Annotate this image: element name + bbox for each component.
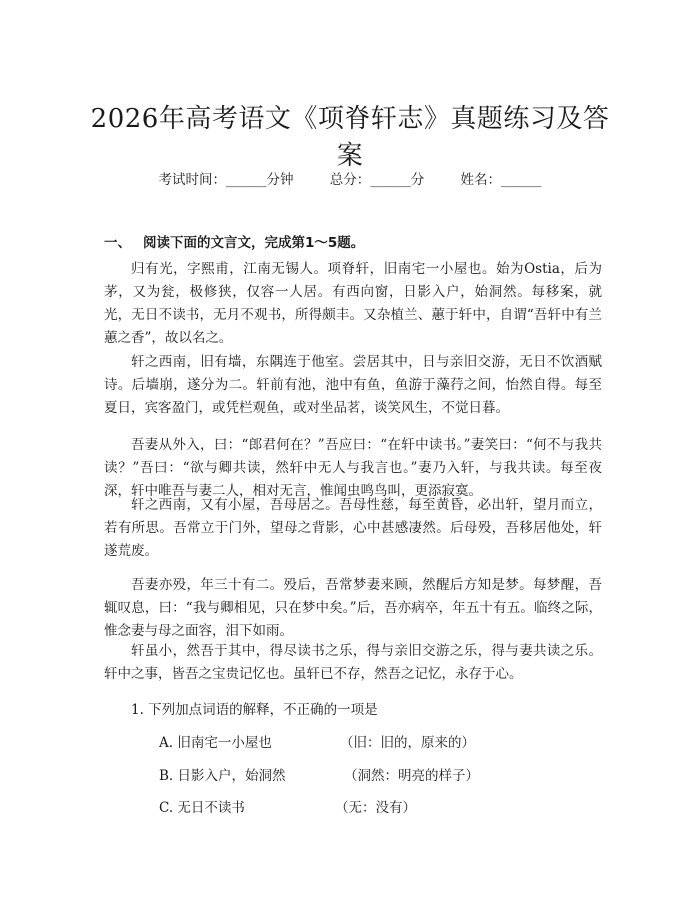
section-heading [104,231,364,251]
option-b: B. 日影入户，始洞然 [159,768,286,784]
option-a-note: （旧：旧的，原来的） [340,735,475,751]
option-a: A. 旧南宅一小屋也 [159,735,272,751]
passage-paragraph-5: 吾妻亦殁，年三十有二。殁后，吾常梦妻来顾，然醒后方知是梦。每梦醒，吾辄叹息，曰：“我与卿相见，只在梦中矣。”后，吾亦病卒，年五十有五。临终之际，惟念妻与母之面容，泪下如雨。 [104,577,602,639]
page-title: 2026年高考语文《项脊轩志》真题练习及答案 [90,104,610,172]
option-b-note: （洞然：明亮的样子） [344,768,479,784]
section-number: 一、 [104,235,131,251]
exam-time-field: 考试时间：______分钟 [158,172,294,188]
name-field: 姓名：______ [460,172,542,188]
passage-paragraph-4: 轩之西南，又有小屋，吾母居之。吾母性慈，每至黄昏，必出轩，望月而立，若有所思。吾常立于门外，望母之背影，心中甚感凄然。后母殁，吾移居他处，轩遂荒废。 [104,497,602,559]
exam-meta [0,168,700,188]
passage-paragraph-6: 轩虽小，然吾于其中，得尽读书之乐，得与亲旧交游之乐，得与妻共读之乐。轩中之事，皆吾之宝贵记忆也。虽轩已不存，然吾之记忆，永存于心。 [104,643,602,682]
passage-paragraph-1: 归有光，字熙甫，江南无锡人。项脊轩，旧南宅一小屋也。始为Ostia，后为茅，又为瓮，极修狭，仅容一人居。有西向窗，日影入户，始洞然。每移案，就光，无日不读书，无月不观书，所得颇丰。又杂植兰、蕙于轩中，自谓“吾轩中有兰蕙之香”，故以名之。 [104,261,602,346]
option-c: C. 无日不读书 [159,800,245,816]
passage-paragraph-2: 轩之西南，旧有墙，东隅连于他室。尝居其中，日与亲旧交游，无日不饮酒赋诗。后墙崩，遂分为二。轩前有池，池中有鱼，鱼游于藻荇之间，怡然自得。每至夏日，宾客盈门，或凭栏观鱼，或对坐品茗，谈笑风生，不觉日暮。 [104,354,602,416]
question-1-stem: 1. 下列加点词语的解释，不正确的一项是 [131,702,378,718]
section-instruction: 阅读下面的文言文，完成第1～5题。 [143,235,365,251]
total-score-field: 总分：______分 [329,172,425,188]
passage-paragraph-3: 吾妻从外入，曰：“郎君何在？”吾应曰：“在轩中读书。”妻笑曰：“何不与我共读？”吾曰：“欲与卿共读，然轩中无人与我言也。”妻乃入轩，与我共读。每至夜深，轩中唯吾与妻二人，相对无言，惟闻虫鸣鸟叫，更添寂寞。 [104,437,602,499]
option-c-note: （无：没有） [335,800,416,816]
